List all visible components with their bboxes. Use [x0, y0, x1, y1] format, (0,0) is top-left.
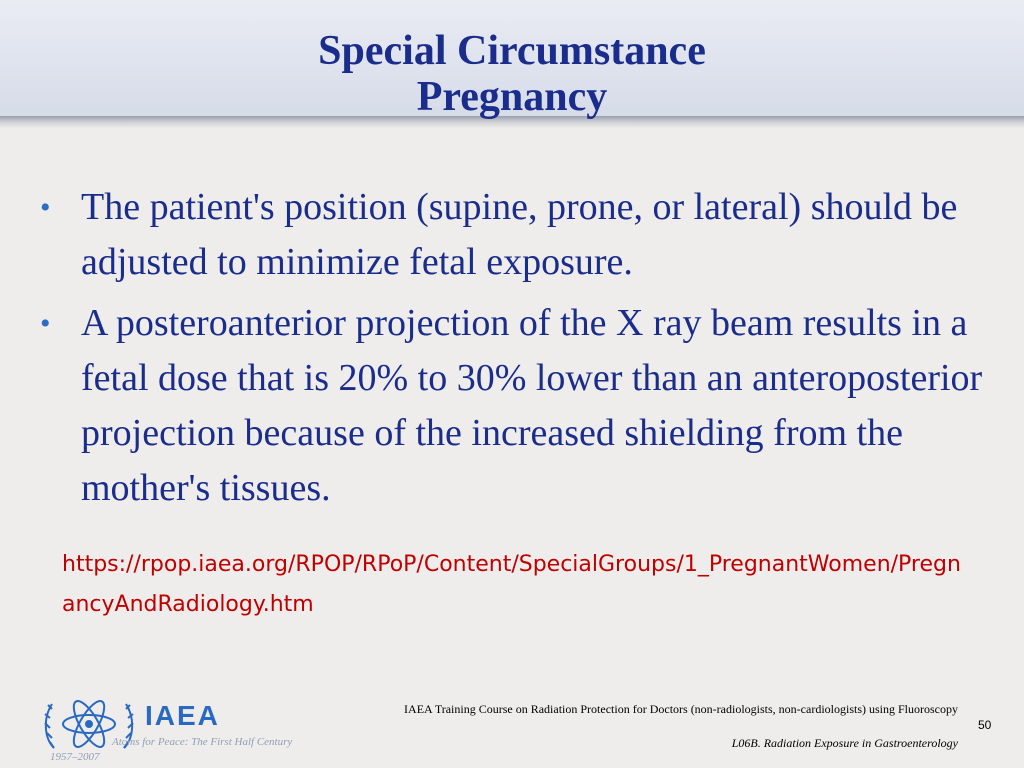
bullet-dot-icon: • — [40, 191, 51, 224]
bullet-text: A posteroanterior projection of the X ray beam results in a fetal dose that is 20% to 30% lower than an anteroposterior projection because of the increased shielding from the mother's tissues. — [81, 302, 983, 509]
logo-years: 1957–2007 — [50, 751, 100, 763]
logo-wordmark: IAEA — [145, 700, 220, 731]
module-title: L06B. Radiation Exposure in Gastroenterology — [731, 736, 958, 750]
slide-title-line-1: Special Circumstance — [318, 28, 706, 75]
slide-title — [0, 28, 1024, 120]
slide-title-line-2: Pregnancy — [416, 74, 608, 121]
course-title: IAEA Training Course on Radiation Protection for Doctors (non-radiologists, non-cardiologists) using Fluoroscopy — [404, 702, 958, 716]
bullet-item — [40, 180, 990, 290]
bullet-text: The patient's position (supine, prone, or lateral) should be adjusted to minimize fetal exposure. — [81, 186, 958, 283]
bullet-list — [40, 180, 990, 522]
reference-link[interactable]: https://rpop.iaea.org/RPOP/RPoP/Content/SpecialGroups/1_PregnantWomen/PregnancyAndRadiology.htm — [62, 552, 961, 617]
iaea-logo — [30, 690, 310, 768]
logo-tagline: Atoms for Peace: The First Half Century — [112, 736, 293, 748]
bullet-dot-icon: • — [40, 307, 51, 340]
page-number: 50 — [978, 718, 992, 732]
bullet-item — [40, 296, 990, 516]
